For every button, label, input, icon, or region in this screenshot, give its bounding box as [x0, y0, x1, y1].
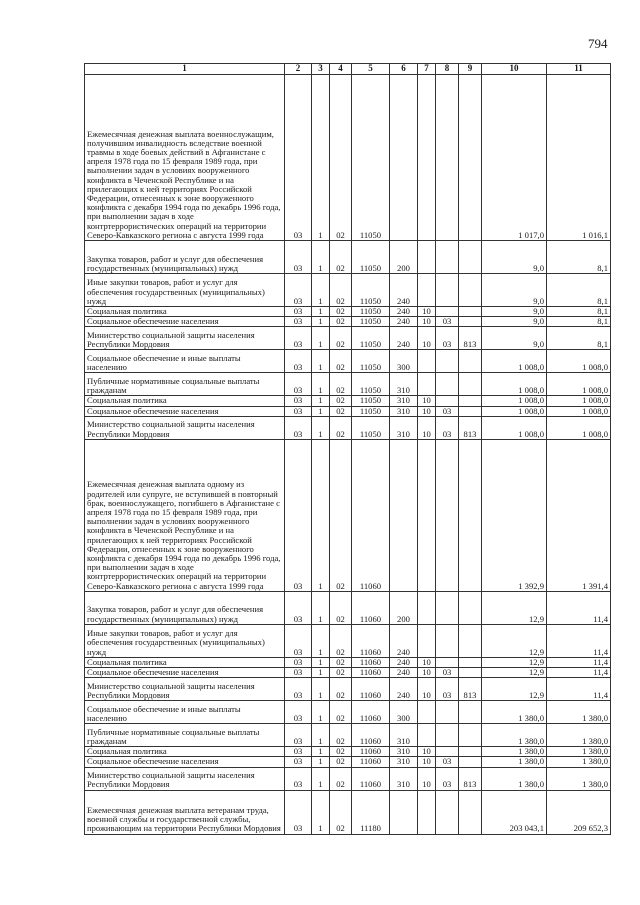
code-expense-type-cell: 310 [390, 373, 418, 396]
code-ministry-cell [459, 396, 482, 406]
code-program-cell: 1 [312, 724, 330, 747]
code-section-cell: 10 [418, 396, 436, 406]
column-header: 4 [330, 64, 352, 75]
item-name-cell: Социальное обеспечение населения [85, 757, 285, 767]
amount-year-2-cell: 8,1 [547, 307, 611, 317]
code-ministry-cell: 813 [459, 327, 482, 350]
code-target-cell: 11050 [352, 416, 390, 439]
code-subprogram-cell: 02 [330, 406, 352, 416]
code-subprogram-cell: 02 [330, 757, 352, 767]
code-expense-type-cell: 310 [390, 416, 418, 439]
item-name-cell: Социальная политика [85, 396, 285, 406]
code-program-cell: 1 [312, 274, 330, 307]
code-program-cell: 1 [312, 416, 330, 439]
code-subprogram-cell: 02 [330, 350, 352, 373]
code-expense-type-cell: 240 [390, 678, 418, 701]
code-expense-type-cell: 310 [390, 396, 418, 406]
amount-year-1-cell: 1 008,0 [482, 373, 547, 396]
code-subprogram-cell: 02 [330, 327, 352, 350]
code-gu-cell: 03 [285, 439, 312, 591]
amount-year-2-cell: 8,1 [547, 327, 611, 350]
code-target-cell: 11050 [352, 327, 390, 350]
code-program-cell: 1 [312, 657, 330, 667]
code-target-cell: 11050 [352, 373, 390, 396]
code-subsection-cell [436, 350, 459, 373]
table-row [85, 724, 611, 747]
code-ministry-cell [459, 241, 482, 274]
item-name-cell: Министерство социальной защиты населения Республики Мордовия [85, 327, 285, 350]
amount-year-2-cell: 1 380,0 [547, 767, 611, 790]
amount-year-2-cell: 1 380,0 [547, 701, 611, 724]
amount-year-1-cell: 203 043,1 [482, 790, 547, 834]
code-program-cell: 1 [312, 678, 330, 701]
amount-year-2-cell: 1 008,0 [547, 406, 611, 416]
column-header: 5 [352, 64, 390, 75]
code-target-cell: 11050 [352, 241, 390, 274]
code-ministry-cell: 813 [459, 416, 482, 439]
item-name-cell: Закупка товаров, работ и услуг для обеспечения государственных (муниципальных) нужд [85, 591, 285, 624]
table-row [85, 317, 611, 327]
column-header: 10 [482, 64, 547, 75]
code-subprogram-cell: 02 [330, 241, 352, 274]
code-target-cell: 11060 [352, 668, 390, 678]
code-ministry-cell [459, 350, 482, 373]
code-subsection-cell [436, 439, 459, 591]
table-body [85, 75, 611, 835]
item-name-cell: Иные закупки товаров, работ и услуг для обеспечения государственных (муниципальных) нужд [85, 274, 285, 307]
code-gu-cell: 03 [285, 724, 312, 747]
column-header: 7 [418, 64, 436, 75]
code-subsection-cell [436, 274, 459, 307]
table-row [85, 678, 611, 701]
code-program-cell: 1 [312, 747, 330, 757]
table-row [85, 439, 611, 591]
code-subprogram-cell: 02 [330, 274, 352, 307]
code-program-cell: 1 [312, 591, 330, 624]
item-name-cell: Социальная политика [85, 307, 285, 317]
amount-year-2-cell: 8,1 [547, 274, 611, 307]
code-ministry-cell [459, 757, 482, 767]
item-name-cell: Социальное обеспечение населения [85, 668, 285, 678]
table-header-row [85, 64, 611, 75]
code-program-cell: 1 [312, 317, 330, 327]
code-expense-type-cell: 310 [390, 757, 418, 767]
code-program-cell: 1 [312, 373, 330, 396]
code-gu-cell: 03 [285, 624, 312, 657]
code-target-cell: 11060 [352, 591, 390, 624]
amount-year-2-cell: 1 008,0 [547, 396, 611, 406]
code-section-cell [418, 241, 436, 274]
item-name-cell: Ежемесячная денежная выплата ветеранам труда, военной службы и государственной службы, проживающим на территории Республики Мордовия [85, 790, 285, 834]
code-ministry-cell [459, 724, 482, 747]
amount-year-2-cell: 1 380,0 [547, 747, 611, 757]
code-subsection-cell [436, 241, 459, 274]
item-name-cell: Министерство социальной защиты населения Республики Мордовия [85, 767, 285, 790]
code-expense-type-cell [390, 439, 418, 591]
code-subprogram-cell: 02 [330, 75, 352, 241]
code-gu-cell: 03 [285, 327, 312, 350]
code-expense-type-cell [390, 790, 418, 834]
code-program-cell: 1 [312, 350, 330, 373]
code-program-cell: 1 [312, 241, 330, 274]
code-section-cell [418, 439, 436, 591]
table-row [85, 274, 611, 307]
code-expense-type-cell: 240 [390, 657, 418, 667]
table-row [85, 307, 611, 317]
item-name-cell: Социальная политика [85, 747, 285, 757]
code-ministry-cell [459, 274, 482, 307]
code-target-cell: 11050 [352, 274, 390, 307]
code-ministry-cell [459, 657, 482, 667]
code-subsection-cell: 03 [436, 317, 459, 327]
code-section-cell: 10 [418, 757, 436, 767]
amount-year-1-cell: 12,9 [482, 657, 547, 667]
amount-year-1-cell: 12,9 [482, 591, 547, 624]
code-program-cell: 1 [312, 624, 330, 657]
amount-year-1-cell: 9,0 [482, 274, 547, 307]
code-subprogram-cell: 02 [330, 396, 352, 406]
amount-year-2-cell: 1 391,4 [547, 439, 611, 591]
code-expense-type-cell: 240 [390, 327, 418, 350]
amount-year-2-cell: 1 380,0 [547, 757, 611, 767]
table-row [85, 624, 611, 657]
code-expense-type-cell: 240 [390, 307, 418, 317]
code-subprogram-cell: 02 [330, 591, 352, 624]
code-gu-cell: 03 [285, 307, 312, 317]
code-gu-cell: 03 [285, 317, 312, 327]
code-subprogram-cell: 02 [330, 373, 352, 396]
amount-year-1-cell: 1 008,0 [482, 350, 547, 373]
code-subsection-cell [436, 624, 459, 657]
code-section-cell [418, 373, 436, 396]
code-ministry-cell [459, 307, 482, 317]
amount-year-1-cell: 1 017,0 [482, 75, 547, 241]
amount-year-1-cell: 9,0 [482, 241, 547, 274]
code-program-cell: 1 [312, 757, 330, 767]
table-row [85, 241, 611, 274]
code-subprogram-cell: 02 [330, 724, 352, 747]
table-row [85, 416, 611, 439]
code-expense-type-cell: 300 [390, 350, 418, 373]
code-target-cell: 11180 [352, 790, 390, 834]
code-expense-type-cell: 310 [390, 767, 418, 790]
column-header: 6 [390, 64, 418, 75]
code-gu-cell: 03 [285, 396, 312, 406]
code-section-cell: 10 [418, 307, 436, 317]
code-section-cell [418, 724, 436, 747]
amount-year-2-cell: 1 008,0 [547, 350, 611, 373]
amount-year-1-cell: 1 380,0 [482, 701, 547, 724]
code-section-cell [418, 350, 436, 373]
item-name-cell: Министерство социальной защиты населения Республики Мордовия [85, 416, 285, 439]
code-gu-cell: 03 [285, 241, 312, 274]
amount-year-1-cell: 1 380,0 [482, 767, 547, 790]
budget-table [84, 63, 611, 835]
table-row [85, 591, 611, 624]
code-subsection-cell: 03 [436, 406, 459, 416]
code-subsection-cell: 03 [436, 678, 459, 701]
code-gu-cell: 03 [285, 757, 312, 767]
amount-year-1-cell: 1 008,0 [482, 396, 547, 406]
code-section-cell [418, 75, 436, 241]
code-target-cell: 11060 [352, 724, 390, 747]
amount-year-1-cell: 12,9 [482, 678, 547, 701]
code-ministry-cell [459, 439, 482, 591]
table-row [85, 747, 611, 757]
code-ministry-cell [459, 373, 482, 396]
table-row [85, 406, 611, 416]
amount-year-2-cell: 11,4 [547, 678, 611, 701]
code-expense-type-cell: 310 [390, 724, 418, 747]
code-gu-cell: 03 [285, 668, 312, 678]
code-program-cell: 1 [312, 75, 330, 241]
column-header: 9 [459, 64, 482, 75]
amount-year-2-cell: 11,4 [547, 657, 611, 667]
code-ministry-cell [459, 701, 482, 724]
code-subprogram-cell: 02 [330, 790, 352, 834]
code-program-cell: 1 [312, 307, 330, 317]
code-target-cell: 11060 [352, 657, 390, 667]
amount-year-1-cell: 1 008,0 [482, 416, 547, 439]
code-expense-type-cell: 240 [390, 624, 418, 657]
item-name-cell: Социальное обеспечение населения [85, 406, 285, 416]
code-subsection-cell [436, 396, 459, 406]
amount-year-1-cell: 1 380,0 [482, 724, 547, 747]
table-row [85, 668, 611, 678]
code-subprogram-cell: 02 [330, 668, 352, 678]
code-ministry-cell [459, 317, 482, 327]
code-section-cell: 10 [418, 747, 436, 757]
amount-year-1-cell: 12,9 [482, 668, 547, 678]
code-subsection-cell [436, 657, 459, 667]
code-section-cell [418, 790, 436, 834]
amount-year-2-cell: 8,1 [547, 241, 611, 274]
code-gu-cell: 03 [285, 790, 312, 834]
table-row [85, 757, 611, 767]
code-expense-type-cell: 310 [390, 747, 418, 757]
code-target-cell: 11050 [352, 317, 390, 327]
code-section-cell [418, 624, 436, 657]
code-section-cell: 10 [418, 678, 436, 701]
code-subprogram-cell: 02 [330, 657, 352, 667]
column-header: 1 [85, 64, 285, 75]
table-row [85, 75, 611, 241]
code-subsection-cell [436, 747, 459, 757]
code-subsection-cell: 03 [436, 767, 459, 790]
table-row [85, 701, 611, 724]
code-subsection-cell [436, 307, 459, 317]
amount-year-2-cell: 1 380,0 [547, 724, 611, 747]
code-program-cell: 1 [312, 406, 330, 416]
code-expense-type-cell [390, 75, 418, 241]
code-target-cell: 11060 [352, 747, 390, 757]
table-row [85, 373, 611, 396]
code-gu-cell: 03 [285, 406, 312, 416]
code-section-cell [418, 591, 436, 624]
table-row [85, 327, 611, 350]
amount-year-1-cell: 9,0 [482, 317, 547, 327]
code-section-cell: 10 [418, 668, 436, 678]
table-row [85, 767, 611, 790]
code-gu-cell: 03 [285, 416, 312, 439]
code-subsection-cell [436, 75, 459, 241]
code-gu-cell: 03 [285, 657, 312, 667]
code-expense-type-cell: 240 [390, 668, 418, 678]
code-expense-type-cell: 310 [390, 406, 418, 416]
code-subsection-cell [436, 701, 459, 724]
code-expense-type-cell: 300 [390, 701, 418, 724]
amount-year-2-cell: 8,1 [547, 317, 611, 327]
code-section-cell [418, 274, 436, 307]
item-name-cell: Социальное обеспечение и иные выплаты населению [85, 350, 285, 373]
item-name-cell: Иные закупки товаров, работ и услуг для обеспечения государственных (муниципальных) нужд [85, 624, 285, 657]
amount-year-1-cell: 9,0 [482, 327, 547, 350]
amount-year-1-cell: 1 380,0 [482, 757, 547, 767]
page-number: 794 [588, 36, 608, 51]
code-program-cell: 1 [312, 439, 330, 591]
code-section-cell: 10 [418, 317, 436, 327]
code-target-cell: 11050 [352, 396, 390, 406]
item-name-cell: Ежемесячная денежная выплата военнослужащим, получившим инвалидность вследствие военной травмы в ходе боевых действий в Афганистане с апреля 1978 года по 15 февраля 1989 года, при выполнении задач в условиях вооруженного конфликта в Чеченской Республике и на прилегающих к ней территориях Российской Федерации, отнесенных к зоне вооруженного конфликта с декабря 1994 года по декабрь 1996 года, при выполнении задач в ходе контртеррористических операций на территории Северо-Кавказского региона с августа 1999 года [85, 75, 285, 241]
code-ministry-cell [459, 591, 482, 624]
code-subprogram-cell: 02 [330, 416, 352, 439]
column-header: 2 [285, 64, 312, 75]
code-target-cell: 11050 [352, 406, 390, 416]
code-gu-cell: 03 [285, 350, 312, 373]
item-name-cell: Публичные нормативные социальные выплаты гражданам [85, 724, 285, 747]
amount-year-1-cell: 1 392,9 [482, 439, 547, 591]
column-header: 8 [436, 64, 459, 75]
code-target-cell: 11050 [352, 75, 390, 241]
code-section-cell: 10 [418, 657, 436, 667]
code-expense-type-cell: 200 [390, 591, 418, 624]
code-program-cell: 1 [312, 327, 330, 350]
code-subsection-cell [436, 790, 459, 834]
item-name-cell: Ежемесячная денежная выплата одному из родителей или супруге, не вступившей в повторный брак, военнослужащего, погибшего в Афганистане с апреля 1978 года по 15 февраля 1989 года, при выполнении задач в условиях вооруженного конфликта в Чеченской Республике и на прилегающих к ней территориях Российской Федерации, отнесенных к зоне вооруженного конфликта с декабря 1994 года по декабрь 1996 года, при выполнении задач в ходе контртеррористических операций на территории Северо-Кавказского региона с августа 1999 года [85, 439, 285, 591]
amount-year-2-cell: 11,4 [547, 591, 611, 624]
code-expense-type-cell: 240 [390, 317, 418, 327]
column-header: 3 [312, 64, 330, 75]
code-section-cell: 10 [418, 327, 436, 350]
code-subsection-cell: 03 [436, 668, 459, 678]
table-row [85, 350, 611, 373]
code-ministry-cell [459, 406, 482, 416]
amount-year-2-cell: 11,4 [547, 624, 611, 657]
column-header: 11 [547, 64, 611, 75]
table-row [85, 790, 611, 834]
code-section-cell: 10 [418, 416, 436, 439]
code-ministry-cell [459, 624, 482, 657]
code-ministry-cell [459, 790, 482, 834]
item-name-cell: Социальное обеспечение и иные выплаты населению [85, 701, 285, 724]
code-gu-cell: 03 [285, 701, 312, 724]
table-row [85, 396, 611, 406]
code-subprogram-cell: 02 [330, 747, 352, 757]
code-gu-cell: 03 [285, 767, 312, 790]
code-target-cell: 11050 [352, 307, 390, 317]
amount-year-1-cell: 1 008,0 [482, 406, 547, 416]
code-section-cell: 10 [418, 767, 436, 790]
code-subprogram-cell: 02 [330, 767, 352, 790]
code-target-cell: 11060 [352, 439, 390, 591]
amount-year-1-cell: 9,0 [482, 307, 547, 317]
code-target-cell: 11060 [352, 701, 390, 724]
item-name-cell: Социальное обеспечение населения [85, 317, 285, 327]
code-ministry-cell [459, 668, 482, 678]
code-subsection-cell: 03 [436, 327, 459, 350]
code-program-cell: 1 [312, 396, 330, 406]
code-subsection-cell [436, 724, 459, 747]
code-gu-cell: 03 [285, 591, 312, 624]
code-expense-type-cell: 240 [390, 274, 418, 307]
code-ministry-cell [459, 75, 482, 241]
item-name-cell: Закупка товаров, работ и услуг для обеспечения государственных (муниципальных) нужд [85, 241, 285, 274]
code-target-cell: 11060 [352, 624, 390, 657]
code-target-cell: 11050 [352, 350, 390, 373]
code-subprogram-cell: 02 [330, 317, 352, 327]
code-subsection-cell: 03 [436, 757, 459, 767]
code-program-cell: 1 [312, 790, 330, 834]
item-name-cell: Социальная политика [85, 657, 285, 667]
code-gu-cell: 03 [285, 274, 312, 307]
table-row [85, 657, 611, 667]
amount-year-2-cell: 11,4 [547, 668, 611, 678]
code-ministry-cell [459, 747, 482, 757]
code-target-cell: 11060 [352, 678, 390, 701]
amount-year-1-cell: 1 380,0 [482, 747, 547, 757]
code-subprogram-cell: 02 [330, 701, 352, 724]
code-subprogram-cell: 02 [330, 678, 352, 701]
code-gu-cell: 03 [285, 373, 312, 396]
code-ministry-cell: 813 [459, 678, 482, 701]
code-subprogram-cell: 02 [330, 439, 352, 591]
amount-year-1-cell: 12,9 [482, 624, 547, 657]
code-section-cell [418, 701, 436, 724]
code-program-cell: 1 [312, 767, 330, 790]
code-subsection-cell [436, 591, 459, 624]
amount-year-2-cell: 1 016,1 [547, 75, 611, 241]
amount-year-2-cell: 1 008,0 [547, 416, 611, 439]
code-gu-cell: 03 [285, 747, 312, 757]
code-subprogram-cell: 02 [330, 624, 352, 657]
code-program-cell: 1 [312, 701, 330, 724]
item-name-cell: Публичные нормативные социальные выплаты гражданам [85, 373, 285, 396]
code-subsection-cell: 03 [436, 416, 459, 439]
code-target-cell: 11060 [352, 757, 390, 767]
amount-year-2-cell: 209 652,3 [547, 790, 611, 834]
code-section-cell: 10 [418, 406, 436, 416]
code-gu-cell: 03 [285, 678, 312, 701]
code-program-cell: 1 [312, 668, 330, 678]
code-expense-type-cell: 200 [390, 241, 418, 274]
code-subsection-cell [436, 373, 459, 396]
code-target-cell: 11060 [352, 767, 390, 790]
code-gu-cell: 03 [285, 75, 312, 241]
code-subprogram-cell: 02 [330, 307, 352, 317]
code-ministry-cell: 813 [459, 767, 482, 790]
amount-year-2-cell: 1 008,0 [547, 373, 611, 396]
item-name-cell: Министерство социальной защиты населения Республики Мордовия [85, 678, 285, 701]
